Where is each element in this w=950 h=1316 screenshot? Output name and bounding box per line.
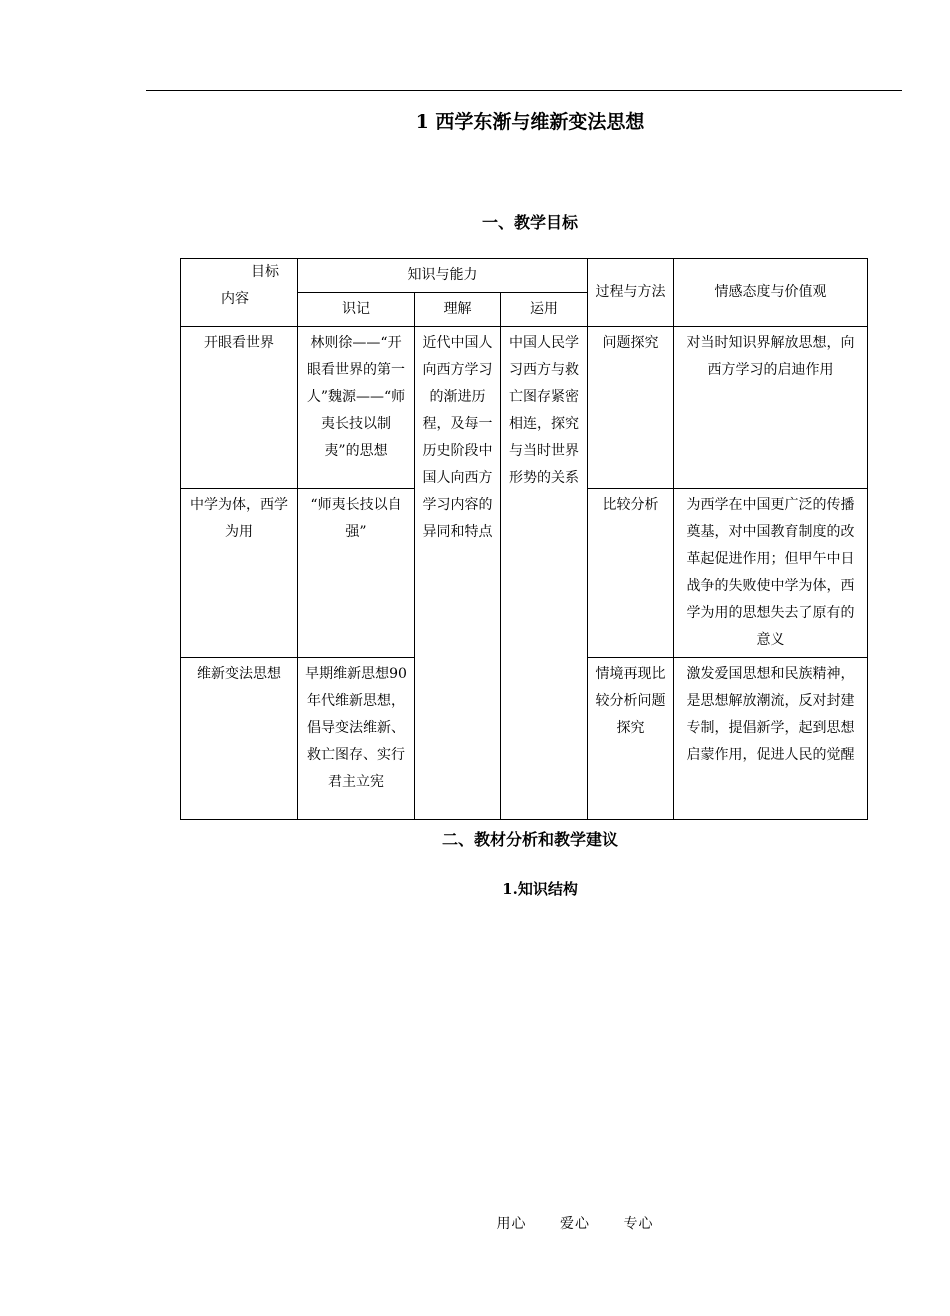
row-process-cell: 比较分析 [588, 489, 674, 658]
header-emotion-values: 情感态度与价值观 [674, 259, 868, 327]
teaching-goals-table [180, 258, 868, 820]
table-row [181, 327, 868, 489]
subheader-memorize: 识记 [298, 293, 415, 327]
document-title: 1 西学东渐与维新变法思想 [415, 111, 645, 133]
subsection-heading-knowledge-structure: 1.知识结构 [502, 880, 578, 898]
row-memorize-cell: 林则徐——“开眼看世界的第一人”魏源——“师夷长技以制夷”的思想 [298, 327, 415, 489]
row-content-cell: 维新变法思想 [181, 658, 298, 820]
section-heading-teaching-goals: 一、教学目标 [481, 213, 578, 232]
header-rule [146, 90, 902, 91]
row-content-cell: 中学为体，西学为用 [181, 489, 298, 658]
corner-label-content: 内容 [221, 291, 249, 307]
footer-word: 用心 [496, 1216, 527, 1232]
header-knowledge-ability: 知识与能力 [298, 259, 588, 293]
row-process-cell: 问题探究 [588, 327, 674, 489]
row-memorize-cell: “师夷长技以自强” [298, 489, 415, 658]
apply-merged-cell: 中国人民学习西方与救亡图存紧密相连，探究与当时世界形势的关系 [501, 327, 588, 820]
row-process-cell: 情境再现比较分析问题探究 [588, 658, 674, 820]
row-content-cell: 开眼看世界 [181, 327, 298, 489]
subheader-apply: 运用 [501, 293, 588, 327]
section-heading-material-analysis: 二、教材分析和教学建议 [441, 830, 618, 849]
understand-merged-cell: 近代中国人向西方学习的渐进历程，及每一历史阶段中国人向西方学习内容的异同和特点 [415, 327, 501, 820]
subheader-understand: 理解 [415, 293, 501, 327]
row-emotion-cell: 对当时知识界解放思想，向西方学习的启迪作用 [674, 327, 868, 489]
footer-word: 爱心 [560, 1216, 590, 1232]
row-memorize-cell: 早期维新思想90年代维新思想，倡导变法维新、救亡图存、实行君主立宪 [298, 658, 415, 820]
row-emotion-cell: 为西学在中国更广泛的传播奠基，对中国教育制度的改革起促进作用；但甲午中日战争的失败使中学为体，西学为用的思想失去了原有的意义 [674, 489, 868, 658]
header-process-method: 过程与方法 [588, 259, 674, 327]
page-footer [100, 1213, 950, 1233]
corner-header-cell [181, 259, 298, 327]
footer-word: 专心 [623, 1216, 654, 1232]
row-emotion-cell: 激发爱国思想和民族精神，是思想解放潮流，反对封建专制，提倡新学，起到思想启蒙作用，促进人民的觉醒 [674, 658, 868, 820]
table-header-row [181, 259, 868, 293]
corner-label-goal: 目标 [251, 264, 279, 280]
